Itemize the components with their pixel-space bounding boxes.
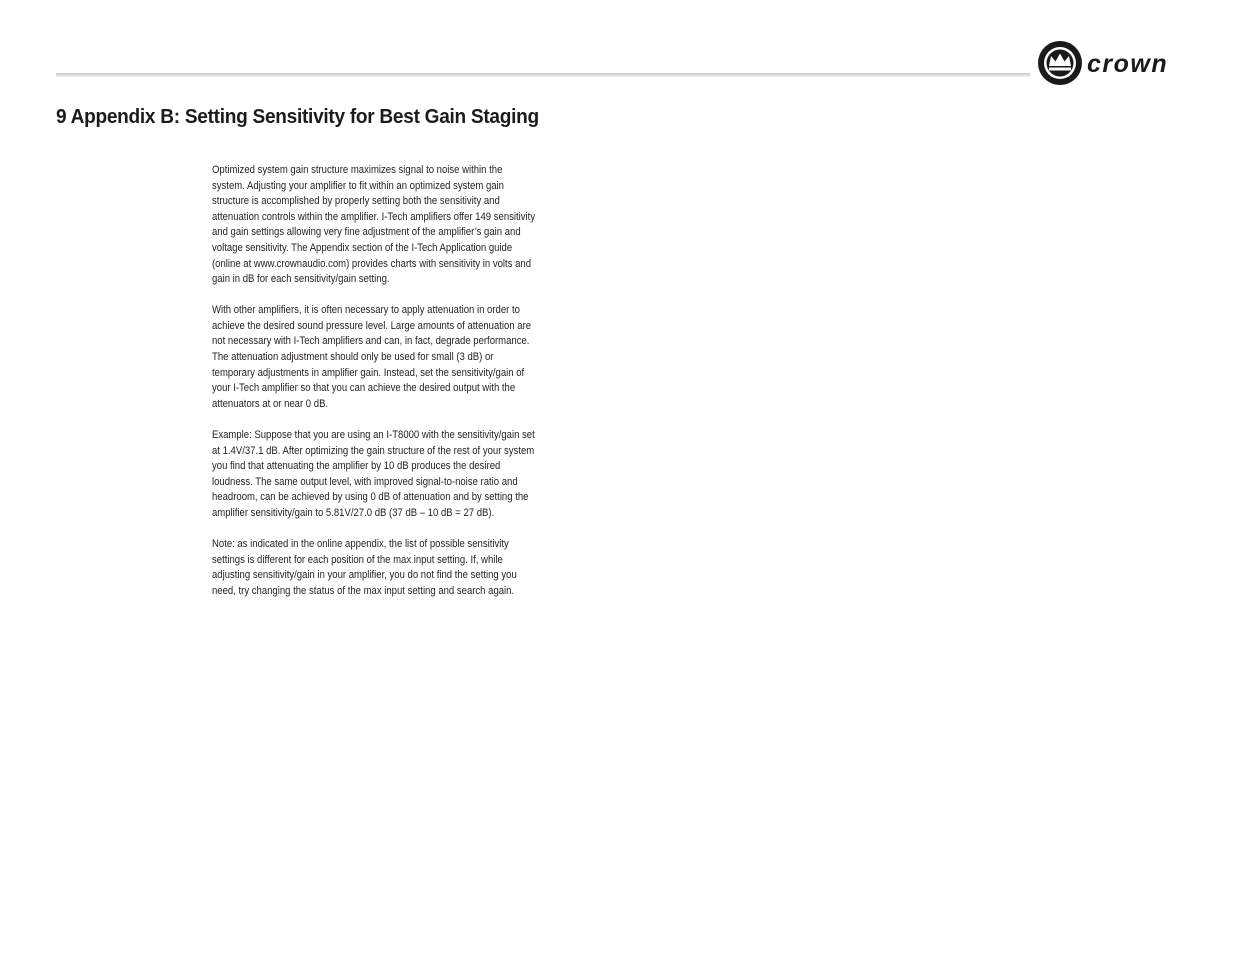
crown-logo [1036, 38, 1186, 88]
crown-emblem-icon [1038, 41, 1082, 85]
paragraph-example: Example: Suppose that you are using an I-T8000 with the sensitivity/gain set at 1.4V/37.1 dB. After optimizing the gain structure of the rest of your system you find that attenuating the amplifier by 10 dB produces the desired loudness. The same output level, with improved signal-to-noise ratio and headroom, can be achieved by using 0 dB of attenuation and by setting the amplifier sensitivity/gain to 5.81V/27.0 dB (37 dB – 10 dB = 27 dB). [212, 428, 535, 519]
paragraph-note: Note: as indicated in the online appendix, the list of possible sensitivity settings is different for each position of the max input setting. If, while adjusting sensitivity/gain in your amplifier, you do not find the setting you need, try changing the status of the max input setting and search again. [212, 537, 517, 597]
paragraph-attenuation: With other amplifiers, it is often necessary to apply attenuation in order to achieve the desired sound pressure level. Large amounts of attenuation are not necessary with I-Tech amplifiers and can, in fact, degrade performance. The attenuation adjustment should only be used for small (3 dB) or temporary adjustments in amplifier gain. Instead, set the sensitivity/gain of your I-Tech amplifier so that you can achieve the desired output with the attenuators at or near 0 dB. [212, 304, 532, 410]
brand-wordmark: crown [1087, 50, 1169, 78]
paragraph-gain-structure: Optimized system gain structure maximizes signal to noise within the system. Adjusting your amplifier to fit within an optimized system gain structure is accomplished by properly setting both the sensitivity and attenuation controls within the amplifier. I-Tech amplifiers offer 149 sensitivity and gain settings allowing very fine adjustment of the amplifier’s gain and voltage sensitivity. The Appendix section of the I-Tech Application guide (online at www.crownaudio.com) provides charts with sensitivity in volts and gain in dB for each sensitivity/gain setting. [212, 164, 536, 286]
header-rule [56, 73, 1030, 77]
page-title: 9 Appendix B: Setting Sensitivity for Best Gain Staging [56, 105, 539, 128]
body-text [212, 163, 547, 615]
